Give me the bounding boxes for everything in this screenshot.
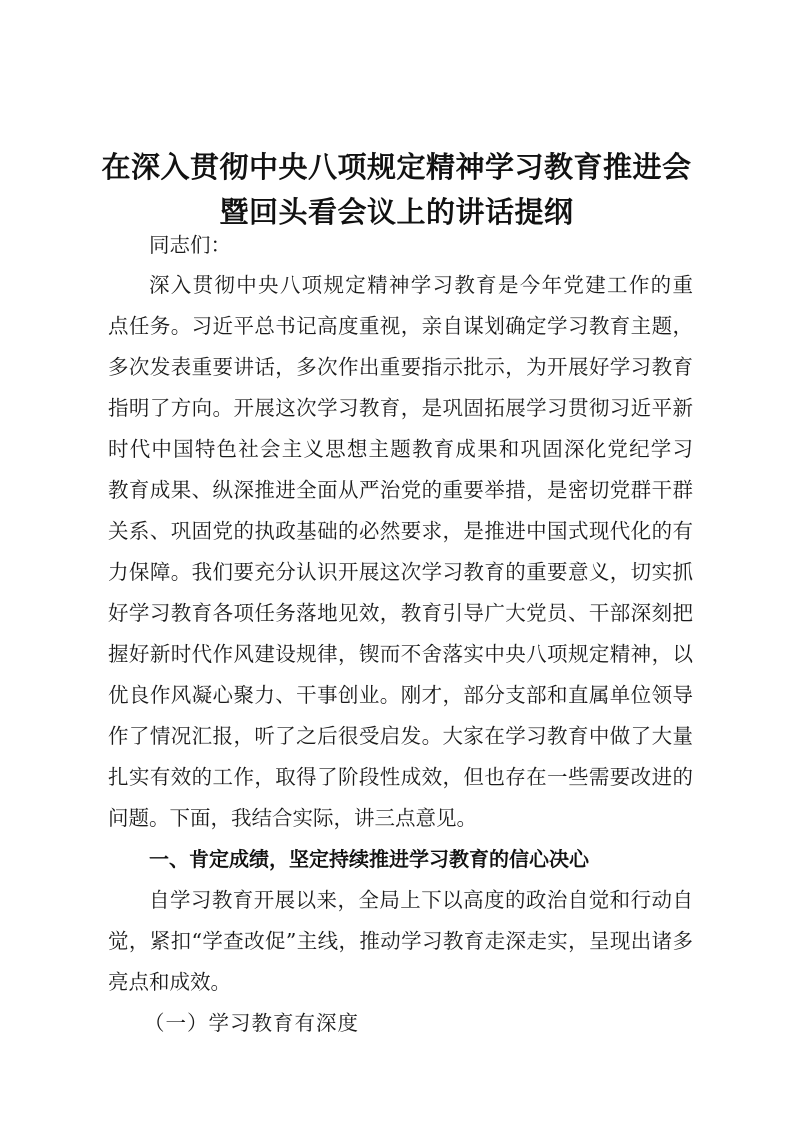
subsection-heading: （一）学习教育有深度 — [144, 1011, 359, 1035]
document-title-line-1: 在深入贯彻中央八项规定精神学习教育推进会 — [101, 150, 692, 184]
paragraph-line: 指明了方向。开展这次学习教育，是巩固拓展学习贯彻习近平新 — [108, 396, 693, 420]
paragraph-line: 握好新时代作风建设规律，锲而不舍落实中央八项规定精神，以 — [108, 642, 693, 666]
paragraph-line: 点任务。习近平总书记高度重视，亲自谋划确定学习教育主题， — [108, 314, 693, 338]
paragraph-line: 时代中国特色社会主义思想主题教育成果和巩固深化党纪学习 — [108, 437, 693, 461]
salutation: 同志们： — [149, 233, 231, 257]
paragraph-line: 教育成果、纵深推进全面从严治党的重要举措，是密切党群干群 — [108, 478, 693, 502]
paragraph-line: 觉，紧扣“学查改促”主线，推动学习教育走深走实，呈现出诸多 — [108, 929, 693, 953]
paragraph-line: 力保障。我们要充分认识开展这次学习教育的重要意义，切实抓 — [108, 560, 693, 584]
paragraph-line: 自学习教育开展以来，全局上下以高度的政治自觉和行动自 — [149, 888, 693, 912]
paragraph-line: 优良作风凝心聚力、干事创业。刚才，部分支部和直属单位领导 — [108, 683, 693, 707]
paragraph-line: 扎实有效的工作，取得了阶段性成效，但也存在一些需要改进的 — [108, 765, 693, 789]
paragraph-line: 问题。下面，我结合实际，讲三点意见。 — [108, 806, 477, 830]
paragraph-line: 好学习教育各项任务落地见效，教育引导广大党员、干部深刻把 — [108, 601, 693, 625]
paragraph-line: 关系、巩固党的执政基础的必然要求，是推进中国式现代化的有 — [108, 519, 693, 543]
paragraph-line: 作了情况汇报，听了之后很受启发。大家在学习教育中做了大量 — [108, 724, 693, 748]
section-heading: 一、肯定成绩，坚定持续推进学习教育的信心决心 — [149, 847, 589, 871]
paragraph-line: 亮点和成效。 — [108, 970, 231, 994]
paragraph-line: 深入贯彻中央八项规定精神学习教育是今年党建工作的重 — [149, 273, 693, 297]
paragraph-line: 多次发表重要讲话，多次作出重要指示批示，为开展好学习教育 — [108, 355, 693, 379]
document-title-line-2: 暨回头看会议上的讲话提纲 — [219, 195, 574, 229]
